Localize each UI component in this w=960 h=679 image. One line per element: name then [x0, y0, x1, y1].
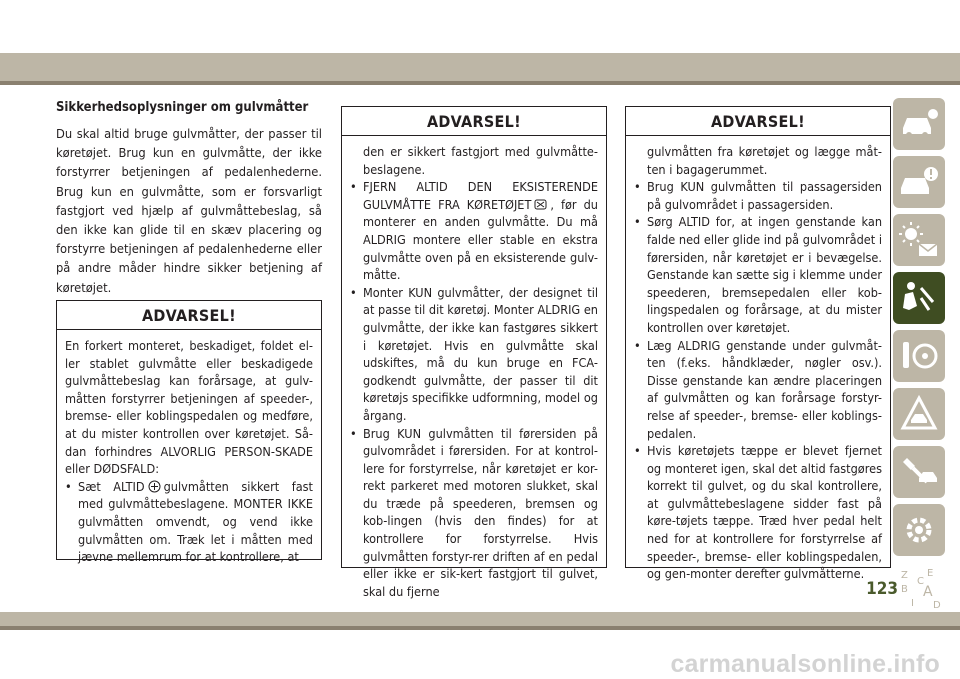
page-number: 123 — [866, 579, 898, 599]
top-band-light — [0, 53, 960, 81]
intro-paragraph: Du skal altid bruge gulvmåtter, der passer til køretøjet. Brug kun en gulvmåtte, der ikke forstyrrer betjeningen af pedalenhederne. Brug kun en gulvmåtte, som er forsvarligt fastgjort ved hjælp af gulvmåttebeslag, så den ikke kan glide til en skæv placering og forstyrre betjeningen af pedalenhederne eller på andre måder hindre sikker betjening af køretøjet. — [56, 127, 322, 296]
list-item: • Brug KUN gulvmåtten til passagersiden på gulvområdet i passagersiden. — [634, 178, 882, 213]
warning-body — [626, 136, 890, 591]
index-letter: D — [933, 600, 941, 611]
wrench-car-icon — [893, 446, 945, 498]
warning-list — [65, 478, 313, 566]
index-letter: B — [901, 584, 908, 595]
watermark: carmanualsonline.info — [670, 650, 940, 678]
index-letter: E — [927, 568, 934, 579]
list-item — [350, 178, 598, 284]
tab-getting-to-know[interactable] — [893, 214, 945, 266]
warning-body — [57, 330, 321, 574]
tab-vehicle-info[interactable] — [893, 98, 945, 150]
emergency-triangle-icon — [893, 388, 945, 440]
bottom-band-dark — [0, 626, 960, 630]
tab-emergency[interactable] — [893, 388, 945, 440]
warning-title: ADVARSEL! — [57, 301, 321, 330]
list-item-text: Sæt ALTID — [78, 478, 145, 494]
list-item-text: gulvmåtten sikkert fast med gulvmåttebeslagene. MONTER IKKE gulvmåtten omvendt, og vend ikke gulvmåtten om. Træk let i måtten med jævne mellemrum for at kontrollere, at — [78, 478, 313, 565]
index-letter: C — [917, 576, 924, 587]
tab-specifications[interactable] — [893, 504, 945, 556]
list-item-text: FJERN ALTID DEN EKSISTERENDE GULVMÅTTE FRA KØRETØJET — [363, 179, 598, 212]
tab-index[interactable] — [893, 562, 945, 614]
warning-paragraph: En forkert monteret, beskadiget, foldet el-ler stablet gulvmåtte eller beskadigede gulvmåttebeslag kan forårsage, at gulv-måtten forstyrrer betjeningen af speeder-, bremse- eller koblingspedalen og medføre, at du mister kontrollen over køretøjet. Så-dan forhindres ALVORLIG PERSON-SKADE eller DØDSFALD: — [65, 338, 313, 477]
list-item: • Hvis køretøjets tæppe er blevet fjernet og monteret igen, skal det altid fastgøres korrekt til gulvet, og du skal kontrollere, at gulvmåttebeslagene sidder fast på køre-tøjets tæppe. Træd hver pedal helt ned for at kontrollere for forstyrrelse af speeder-, bremse- eller koblingspedalen, og gen-monter derefter gulvmåtterne. — [634, 442, 882, 583]
alphabet-index-icon — [893, 562, 945, 614]
index-letter: A — [923, 584, 933, 600]
remove-mat-icon — [533, 198, 548, 211]
safety-seat-icon — [893, 272, 945, 324]
chapter-tabs — [893, 98, 945, 620]
steering-wheel-icon — [893, 330, 945, 382]
tab-safety[interactable] — [893, 272, 945, 324]
sun-envelope-icon — [893, 214, 945, 266]
tab-servicing[interactable] — [893, 446, 945, 498]
top-band-dark — [0, 81, 960, 85]
intro-column — [56, 100, 322, 298]
floor-mat-anchor-icon — [147, 480, 162, 493]
list-item: • Brug KUN gulvmåtten til førersiden på gulvområdet i førersiden. For at kontrol-lere for forstyrrelse, når køretøjet er kor-rekt parkeret med motoren slukket, skal du træde på speederen, bremsen og kob-lingen (hvis den findes) for at kontrollere for forstyrrelse. Hvis gulvmåtten forstyr-rer driften af en pedal eller ikke er sik-kert fastgjort til gulvet, skal du fjerne — [350, 425, 598, 601]
car-warning-icon — [893, 156, 945, 208]
index-letter: I — [911, 598, 914, 609]
warning-list — [634, 178, 882, 583]
gear-icon — [893, 504, 945, 556]
warning-box-2 — [341, 106, 607, 599]
list-item: • Monter KUN gulvmåtter, der designet til at passe til dit køretøj. Monter ALDRIG en gulvmåtte, der ikke kan fastgøres sikkert i køretøjet. Hvis en gulvmåtte skal udskiftes, må du kun bruge en FCA-godkendt gulvmåtte, der passer til dit køretøjs specifikke udformning, model og årgang. — [350, 284, 598, 425]
warning-title: ADVARSEL! — [342, 107, 606, 136]
warning-body — [342, 136, 606, 608]
warning-continued-text: den er sikkert fastgjort med gulvmåtte-beslagene. — [363, 144, 598, 177]
tab-starting-operating[interactable] — [893, 330, 945, 382]
warning-box-3 — [625, 106, 891, 582]
warning-box-1 — [56, 300, 322, 565]
list-item: • Sørg ALTID for, at ingen genstande kan falde ned eller glide ind på gulvområdet i førersiden, når køretøjet er i bevægelse. Genstande kan sætte sig i klemme under speederen, bremsepedalen eller kob-lingspedalen og forårsage, at du mister kontrollen over køretøjet. — [634, 213, 882, 336]
warning-title: ADVARSEL! — [626, 107, 890, 136]
list-item-text: , før du monterer en anden gulvmåtte. Du må ALDRIG montere eller stable en ekstra gulvmåtte oven på en eksisterende gulv-måtte. — [363, 196, 598, 283]
warning-continued-text: gulvmåtten fra køretøjet og lægge måt-ten i bagagerummet. — [647, 144, 882, 177]
index-letter: Z — [901, 570, 908, 581]
top-band — [0, 0, 960, 53]
tab-dashboard[interactable] — [893, 156, 945, 208]
warning-list — [350, 178, 598, 600]
bottom-band — [0, 612, 960, 626]
section-heading: Sikkerhedsoplysninger om gulvmåtter — [56, 100, 309, 115]
list-item: • Læg ALDRIG genstande under gulvmåt-ten (f.eks. håndklæder, nøgler osv.). Disse genstande kan ændre placeringen af gulvmåtten og kan forårsage forstyr-relse af speeder-, bremse- eller koblings-pedalen. — [634, 337, 882, 443]
list-item — [65, 478, 313, 566]
car-info-icon — [893, 98, 945, 150]
